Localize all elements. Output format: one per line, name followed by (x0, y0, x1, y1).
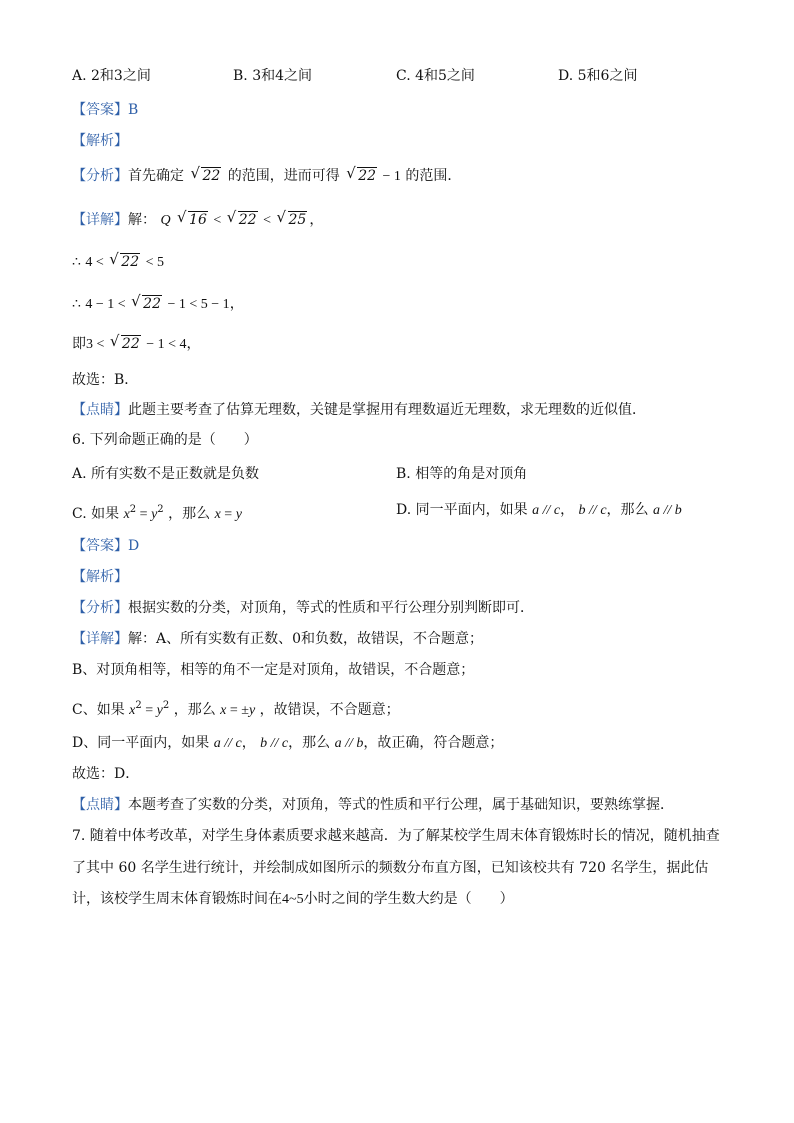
q6-detail-c: C、如果 $x^2 = y^2$ ，那么 x = ±y ，故错误，不合题意； (72, 700, 400, 718)
q6-analysis-heading: 【解析】 (72, 569, 128, 585)
q6-choice: 故选：D． (72, 766, 140, 782)
dianjing-tag: 【点睛】 (72, 402, 128, 418)
q5-analysis-heading: 【解析】 (72, 133, 128, 149)
fenxi-tag: 【分析】 (72, 168, 128, 184)
q5-fenxi: 【分析】首先确定 √ 22 的范围，进而可得 √ 22 − 1 的范围． (72, 164, 462, 184)
q5-dianjing: 【点睛】此题主要考查了估算无理数，关键是掌握用有理数逼近无理数，求无理数的近似值． (72, 402, 646, 418)
q5-choice: 故选：B． (72, 372, 139, 388)
q5-xiangjie: 【详解】解： Q √ 16 < √ 22 < √ 25 ， (72, 208, 324, 228)
q5-step-2: ∴ 4 − 1 < √ 22 − 1 < 5 − 1， (72, 292, 244, 312)
q6-option-c: C. 如果 $x^2 = y^2$ ，那么 x = y (72, 504, 242, 522)
q5-option-d: D. 5和6之间 (558, 68, 638, 84)
xiangjie-tag: 【详解】 (72, 212, 128, 228)
q5-step-1: ∴ 4 < √ 22 < 5 (72, 250, 165, 270)
q6-stem: 6. 下列命题正确的是（ ） (72, 432, 258, 448)
q5-option-b: B. 3和4之间 (233, 68, 313, 84)
q5-step-3: 即3 < √ 22 − 1 < 4， (72, 332, 201, 352)
q5-option-c: C. 4和5之间 (396, 68, 475, 84)
q6-option-b: B. 相等的角是对顶角 (396, 466, 528, 482)
q6-dianjing: 【点睛】本题考查了实数的分类，对顶角，等式的性质和平行公理，属于基础知识，要熟练掌握． (72, 797, 674, 813)
q6-option-a: A. 所有实数不是正数就是负数 (72, 466, 260, 482)
q6-xiangjie: 【详解】解：A、所有实数有正数、0和负数，故错误，不合题意； (72, 631, 484, 647)
q7-line-2: 了其中 60 名学生进行统计，并绘制成如图所示的频数分布直方图，已知该校共有 720 名学生，据此估 (72, 860, 709, 876)
q5-answer: 【答案】B (72, 102, 139, 118)
q7-line-3: 计，该校学生周末体育锻炼时间在4~5小时之间的学生数大约是（ ） (72, 891, 514, 907)
q7-line-1: 7. 随着中体考改革，对学生身体素质要求越来越高．为了解某校学生周末体育锻炼时长的情况，随机抽查 (72, 828, 720, 844)
q6-detail-d: D、同一平面内，如果 a // c， b // c，那么 a // b，故正确，符合题意； (72, 735, 504, 751)
q6-detail-b: B、对顶角相等，相等的角不一定是对顶角，故错误，不合题意； (72, 662, 475, 678)
q6-answer: 【答案】D (72, 538, 140, 554)
q5-option-a: A. 2和3之间 (72, 68, 151, 84)
sqrt-22: √ 22 (190, 164, 221, 184)
q6-option-d: D. 同一平面内，如果 a // c， b // c，那么 a // b (396, 502, 682, 518)
q6-fenxi: 【分析】根据实数的分类，对顶角，等式的性质和平行公理分别判断即可． (72, 600, 534, 616)
